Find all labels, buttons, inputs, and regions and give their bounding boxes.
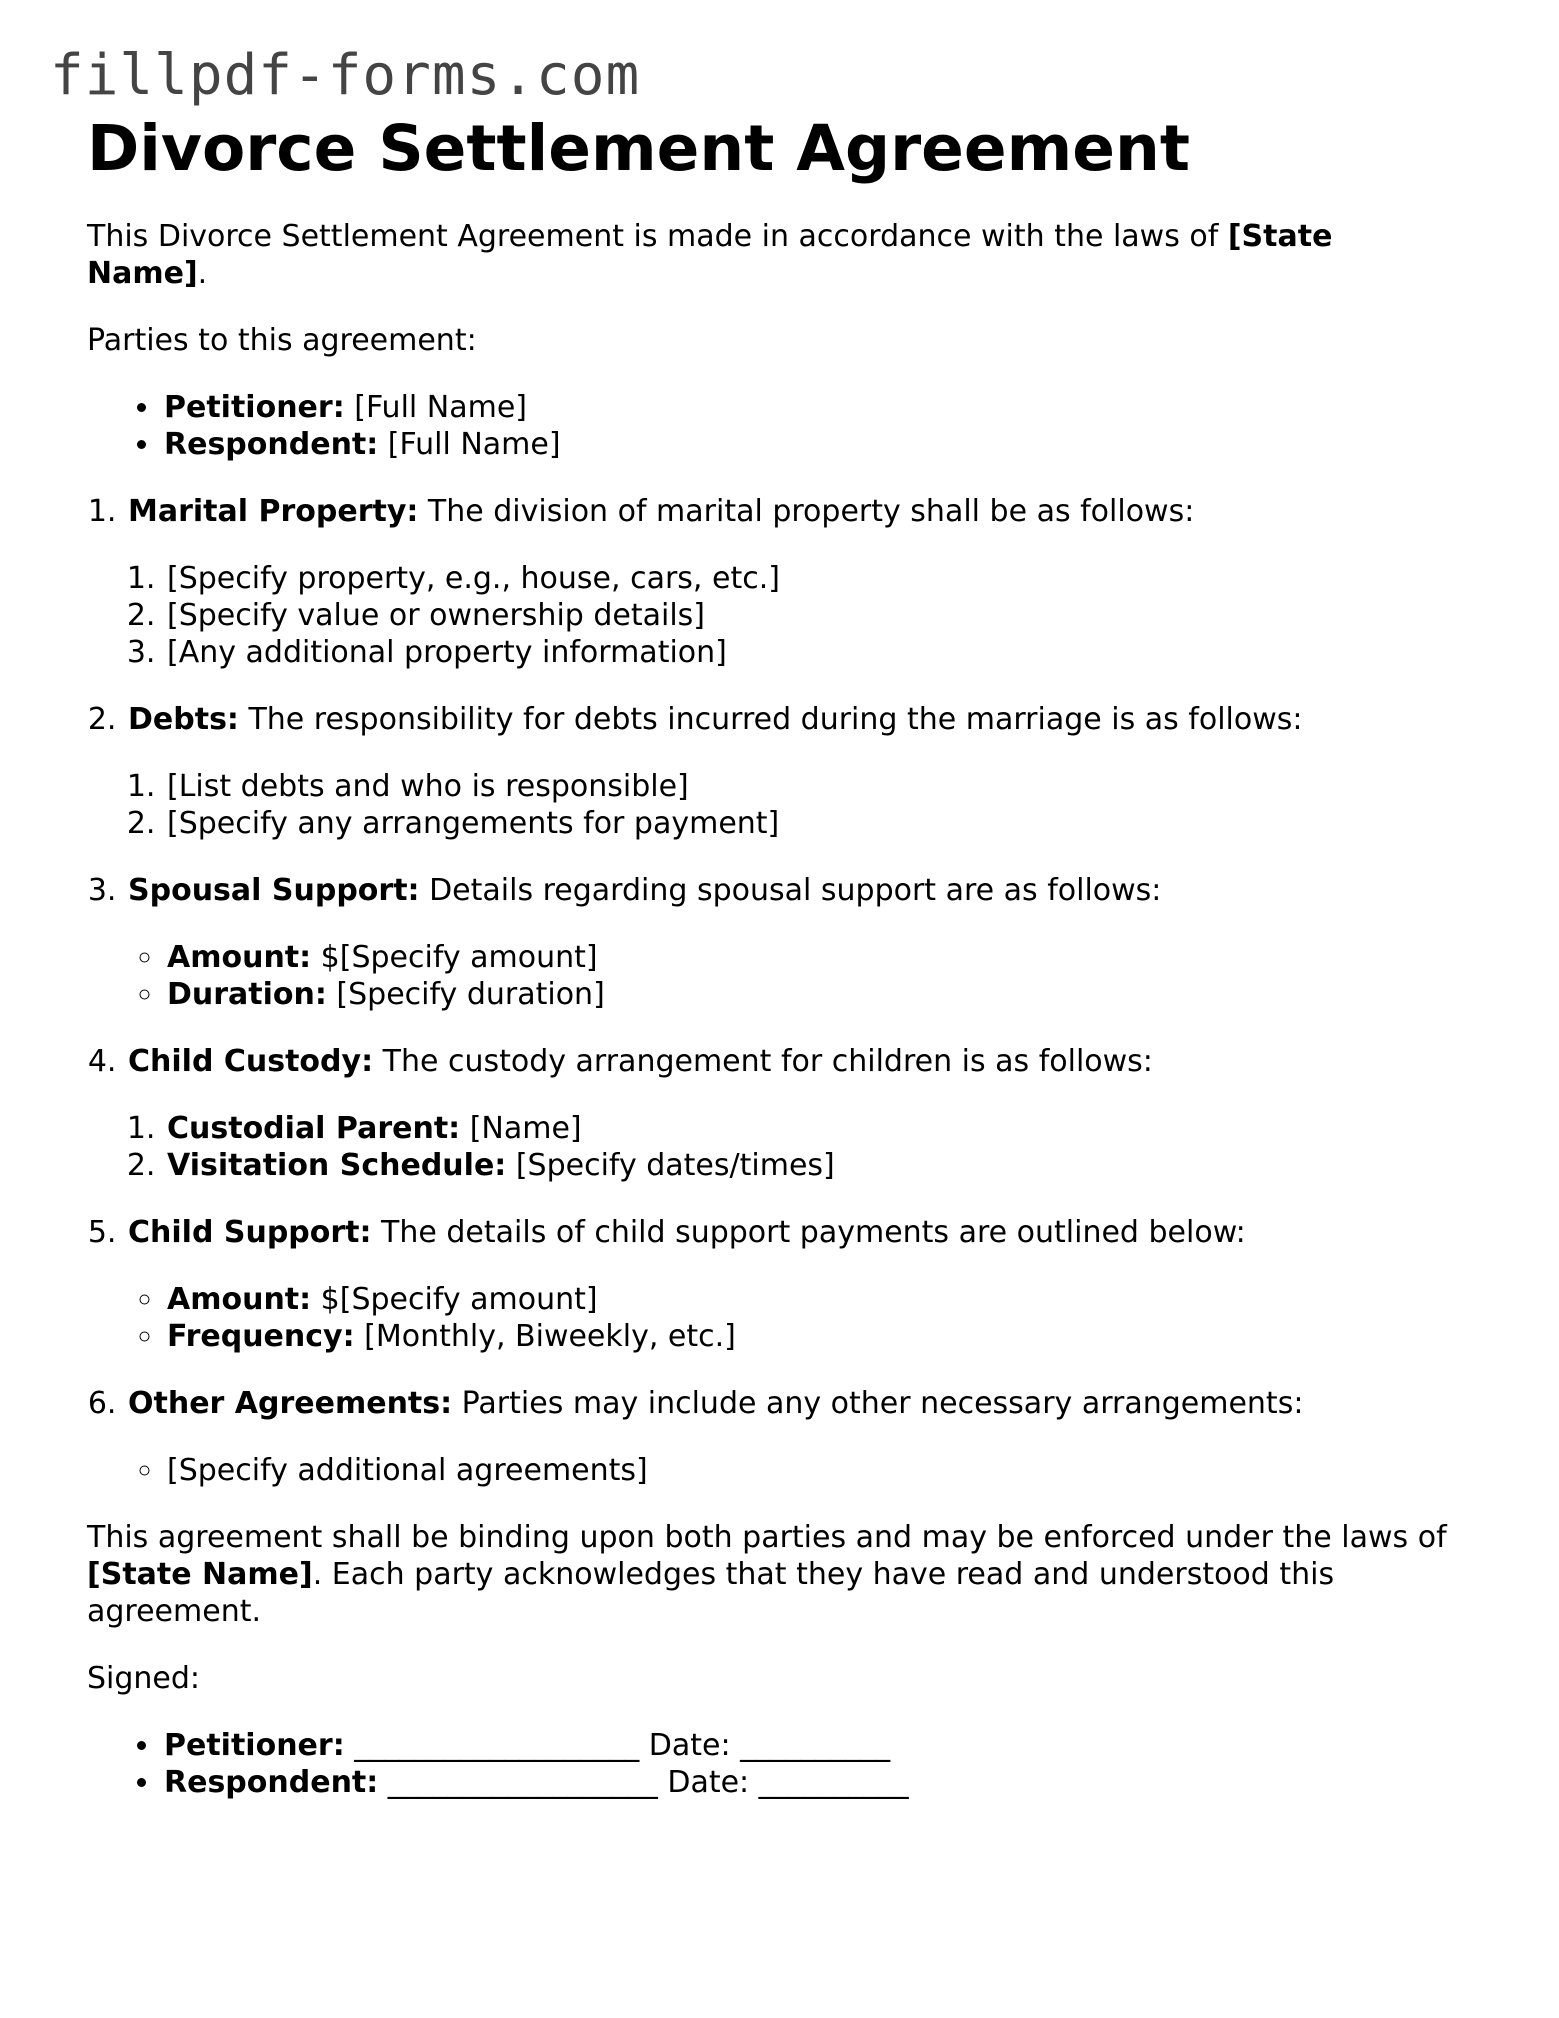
intro-text: This Divorce Settlement Agreement is made in accordance with the laws of	[87, 219, 1228, 254]
list-item	[165, 939, 1487, 976]
section-child-support	[126, 1214, 1487, 1355]
list-item	[165, 1318, 1487, 1355]
section-text: The details of child support payments are outlined below:	[371, 1215, 1246, 1250]
list-item: 1. [List debts and who is responsible]	[165, 768, 1487, 805]
item-value: [Monthly, Biweekly, etc.]	[354, 1319, 736, 1354]
item-value: $[Specify amount]	[311, 1282, 598, 1317]
item-label: Amount:	[167, 940, 312, 975]
list-item: 2. [Specify any arrangements for payment]	[165, 805, 1487, 842]
section-other-agreements	[126, 1385, 1487, 1489]
section-label: Other Agreements:	[128, 1386, 453, 1421]
section-text: Details regarding spousal support are as follows:	[419, 873, 1162, 908]
signed-heading: Signed:	[87, 1661, 201, 1696]
marital-property-list	[128, 560, 1487, 671]
party-value: [Full Name]	[344, 390, 527, 425]
debts-list	[128, 768, 1487, 842]
signature-label: Petitioner:	[164, 1728, 345, 1763]
intro-state-placeholder: [State Name]	[87, 219, 1333, 291]
document	[87, 112, 1487, 1801]
list-item: 1. [Specify property, e.g., house, cars, etc.]	[165, 560, 1487, 597]
list-item	[162, 426, 1487, 463]
party-label: Petitioner:	[164, 390, 345, 425]
item-value: $[Specify amount]	[311, 940, 598, 975]
spousal-support-list	[128, 939, 1487, 1013]
list-item: 2. [Specify value or ownership details]	[165, 597, 1487, 634]
signature-petitioner	[162, 1727, 1487, 1764]
intro-paragraph	[87, 218, 1427, 292]
signature-line: __________________ Date: __________	[378, 1765, 909, 1800]
item-label: Amount:	[167, 1282, 312, 1317]
list-item: ◦ [Specify additional agreements]	[165, 1452, 1487, 1489]
item-label: Duration:	[167, 977, 327, 1012]
section-spousal-support	[126, 872, 1487, 1013]
sections-list	[87, 493, 1487, 1489]
parties-heading: Parties to this agreement:	[87, 323, 477, 358]
closing-text: This agreement shall be binding upon both parties and may be enforced under the laws of	[87, 1520, 1447, 1555]
parties-list	[87, 389, 1487, 463]
section-text: The responsibility for debts incurred during the marriage is as follows:	[238, 702, 1303, 737]
closing-text-end: . Each party acknowledges that they have read and understood this agreement.	[87, 1557, 1335, 1629]
section-child-custody	[126, 1043, 1487, 1184]
item-value: [Specify duration]	[326, 977, 605, 1012]
closing-paragraph	[87, 1519, 1487, 1630]
list-item: 3. [Any additional property information]	[165, 634, 1487, 671]
intro-end: .	[197, 256, 208, 291]
signature-respondent	[162, 1764, 1487, 1801]
signature-label: Respondent:	[164, 1765, 379, 1800]
list-item	[165, 976, 1487, 1013]
section-label: Marital Property:	[128, 494, 419, 529]
signature-list	[87, 1727, 1487, 1801]
list-item	[165, 1110, 1487, 1147]
list-item	[162, 389, 1487, 426]
item-label: Custodial Parent:	[167, 1111, 461, 1146]
watermark: fillpdf-forms.com	[50, 43, 641, 108]
child-custody-list	[128, 1110, 1487, 1184]
item-value: [Name]	[460, 1111, 582, 1146]
closing-state-placeholder: [State Name]	[87, 1557, 313, 1592]
section-label: Debts:	[128, 702, 239, 737]
section-text: Parties may include any other necessary arrangements:	[452, 1386, 1304, 1421]
item-label: Visitation Schedule:	[167, 1148, 507, 1183]
section-debts	[126, 701, 1487, 842]
list-item	[165, 1147, 1487, 1184]
section-label: Spousal Support:	[128, 873, 420, 908]
section-label: Child Custody:	[128, 1044, 374, 1079]
section-text: The custody arrangement for children is as follows:	[373, 1044, 1153, 1079]
item-label: Frequency:	[167, 1319, 355, 1354]
section-label: Child Support:	[128, 1215, 372, 1250]
section-text: The division of marital property shall be as follows:	[418, 494, 1195, 529]
item-value: [Specify dates/times]	[506, 1148, 835, 1183]
child-support-list	[128, 1281, 1487, 1355]
page-title: Divorce Settlement Agreement	[87, 112, 1190, 185]
party-value: [Full Name]	[378, 427, 561, 462]
party-label: Respondent:	[164, 427, 379, 462]
section-marital-property	[126, 493, 1487, 671]
other-agreements-list	[128, 1452, 1487, 1489]
signature-line: ___________________ Date: __________	[344, 1728, 891, 1763]
list-item	[165, 1281, 1487, 1318]
